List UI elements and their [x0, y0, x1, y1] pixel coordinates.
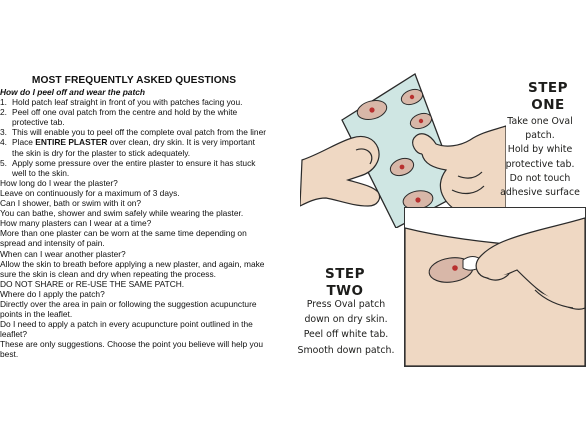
step-number: 2.: [0, 107, 7, 118]
step-two-heading: [300, 266, 390, 299]
faq-line: Leave on continuously for a maximum of 3 days.: [0, 187, 180, 198]
faq-line: Can I shower, bath or swim with it on?: [0, 198, 142, 209]
step-one-heading: [508, 80, 588, 113]
faq-step-2: [0, 107, 268, 127]
faq-question-peel: How do I peel off and wear the patch: [0, 87, 146, 97]
step-two-word: STEP: [324, 266, 366, 282]
faq-line: Do I need to apply a patch in every acupuncture point outlined in the leaflet?: [0, 319, 253, 340]
faq-line: How long do I wear the plaster?: [0, 177, 118, 188]
step-one-line: adhesive surface: [500, 187, 580, 199]
step-text: Hold patch leaf straight in front of you with patches facing you.: [12, 97, 243, 108]
step-text: [12, 137, 268, 157]
step-text-pre: Place: [12, 137, 36, 148]
patch-dot: [452, 265, 458, 271]
faq-line: When can I wear another plaster?: [0, 248, 126, 259]
step-one-line: protective tab.: [505, 158, 575, 170]
step-one-line: Do not touch: [509, 172, 571, 184]
faq-line: Allow the skin to breath before applying a new plaster, and again, make sure the skin is clean and dry when repeating the process.: [0, 258, 265, 279]
faq-step-4: [0, 137, 268, 157]
step-text: Apply some pressure over the entire plaster to ensure it has stuck well to the skin.: [12, 157, 256, 178]
step-one-number: ONE: [531, 96, 565, 113]
step-number: 1.: [0, 97, 7, 108]
hand-pressing-illustration: [405, 208, 585, 366]
step-two-line: down on dry skin.: [304, 314, 388, 326]
step-number: 5.: [0, 157, 7, 168]
step-number: 3.: [0, 127, 7, 138]
faq-line: Where do I apply the patch?: [0, 288, 105, 299]
faq-step-3: [0, 127, 268, 137]
step-one-line: Take one Oval patch.: [507, 116, 573, 142]
faq-step-5: [0, 158, 268, 178]
step-number: 4.: [0, 137, 7, 148]
faq-step-1: [0, 97, 268, 107]
step-one-word: STEP: [527, 80, 569, 96]
faq-line: DO NOT SHARE or RE-USE THE SAME PATCH.: [0, 278, 185, 289]
step-one-line: Hold by white: [507, 144, 573, 156]
faq-section: [0, 75, 268, 360]
faq-line: More than one plaster can be worn at the same time depending on spread and intensity of pain.: [0, 228, 247, 249]
patch-sheet-illustration: [300, 68, 506, 228]
step-text: This will enable you to peel off the complete oval patch from the liner: [12, 127, 267, 138]
step-two-number: TWO: [326, 282, 364, 299]
left-hand: [300, 136, 380, 206]
faq-line: You can bathe, shower and swim safely while wearing the plaster.: [0, 208, 244, 219]
step-text: Peel off one oval patch from the centre and hold by the white protective tab.: [12, 107, 238, 128]
step-one-instructions: [492, 115, 588, 200]
faq-line: How many plasters can I wear at a time?: [0, 218, 152, 229]
step-text-emphasis: ENTIRE PLASTER: [35, 137, 108, 148]
faq-title: MOST FREQUENTLY ASKED QUESTIONS: [31, 75, 237, 86]
step-two-line: Press Oval patch: [306, 299, 386, 310]
step-two-instructions: [290, 297, 402, 358]
faq-line: Directly over the area in pain or following the suggestion acupuncture points in the leaflet.: [0, 298, 257, 320]
step-text-post: over clean, dry skin. It is very important the skin is dry for the plaster to stick adequately.: [12, 137, 255, 158]
step-two-line: Peel off white tab.: [303, 329, 389, 341]
step-two-illustration-box: [404, 207, 586, 367]
step-two-line: Smooth down patch.: [297, 344, 395, 356]
faq-line: These are only suggestions. Choose the point you believe will help you best.: [0, 339, 264, 360]
